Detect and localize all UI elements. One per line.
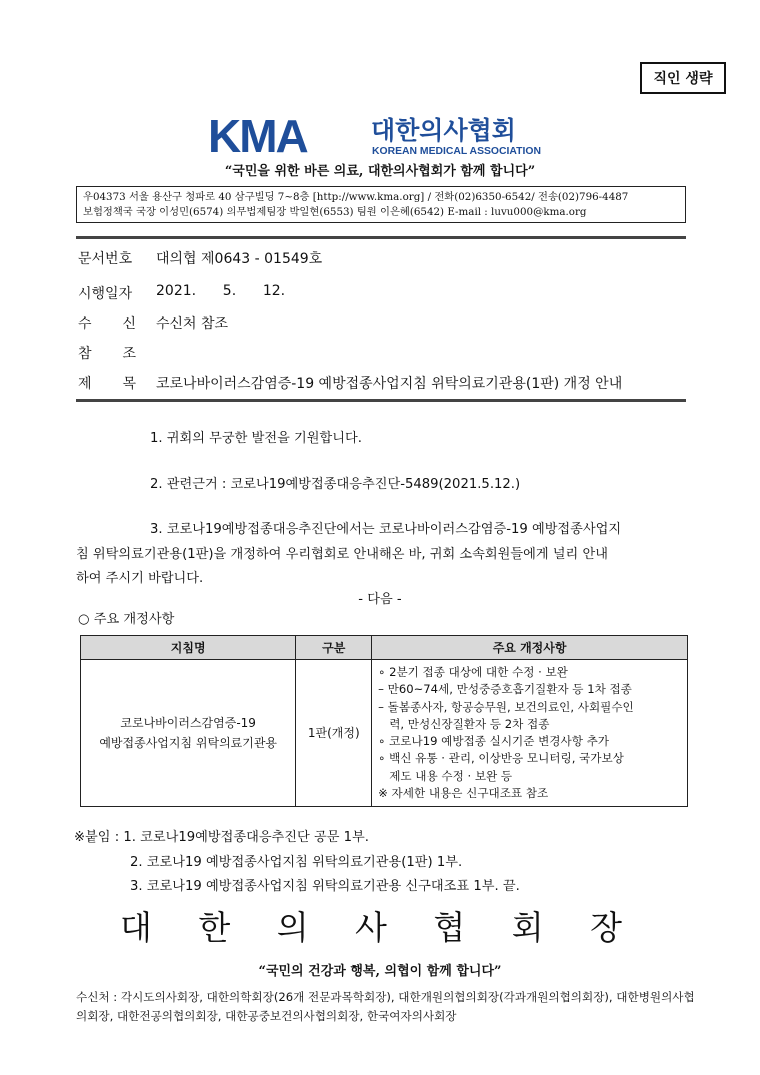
doc-number-value: 대의협 제0643 - 01549호 [156, 251, 323, 267]
top-slogan: “국민을 위한 바른 의료, 대한의사협회가 함께 합니다” [224, 164, 536, 179]
attachment-1: ※붙임 : 1. 코로나19예방접종대응추진단 공문 1부. [74, 830, 369, 845]
paragraph-3-line-3: 하여 주시기 바랍니다. [76, 571, 204, 586]
reference-label: 참 조 [78, 346, 136, 362]
bottom-slogan: “국민의 건강과 행복, 의협이 함께 합니다” [258, 964, 502, 979]
recipient-row [78, 313, 228, 333]
changes-cell [372, 660, 688, 807]
table-row [81, 660, 688, 807]
paragraph-3-line-1: 3. 코로나19예방접종대응추진단에서는 코로나바이러스감염증-19 예방접종사업지 [150, 522, 622, 537]
paragraph-3-line-2: 침 위탁의료기관용(1판)을 개정하여 우리협회로 안내해온 바, 귀회 소속회원들에게 널리 안내 [76, 547, 608, 562]
subject-label: 제 목 [78, 376, 136, 392]
header-guideline: 지침명 [81, 636, 296, 660]
change-item: 제도 내용 수정 · 보완 등 [378, 768, 513, 783]
header-changes: 주요 개정사항 [372, 636, 688, 660]
kma-mark-text: KMA [208, 112, 307, 158]
recipient-value: 수신처 참조 [156, 316, 229, 332]
kma-logo-mark [208, 112, 553, 158]
divider-top [76, 236, 686, 239]
kma-name-ko: 대한의사협회 [371, 116, 516, 145]
attachment-2: 2. 코로나19 예방접종사업지침 위탁의료기관용(1판) 1부. [130, 855, 463, 870]
change-item: – 만60~74세, 만성중증호흡기질환자 등 1차 접종 [378, 682, 632, 697]
paragraph-1: 1. 귀회의 무궁한 발전을 기원합니다. [150, 431, 362, 446]
paragraph-2: 2. 관련근거 : 코로나19예방접종대응추진단-5489(2021.5.12.) [150, 477, 521, 492]
date-value: 2021. 5. 12. [156, 283, 286, 299]
recipient-label: 수 신 [78, 316, 136, 332]
reference-row [78, 343, 156, 363]
category-cell: 1판(개정) [296, 660, 372, 807]
header-category: 구분 [296, 636, 372, 660]
change-item: ∘ 2분기 접종 대상에 대한 수정 · 보완 [378, 665, 568, 679]
contact-box [76, 186, 686, 223]
doc-number-label: 문서번호 [78, 251, 133, 267]
date-row [78, 283, 285, 303]
change-item: ∘ 코로나19 예방접종 실시기준 변경사항 추가 [378, 734, 609, 749]
changes-table [80, 635, 688, 807]
guideline-cell: 코로나바이러스감염증-19 예방접종사업지침 위탁의료기관용 [81, 660, 296, 807]
change-item: – 돌봄종사자, 항공승무원, 보건의료인, 사회필수인 [378, 699, 634, 714]
change-item: ∘ 백신 유통 · 관리, 이상반응 모니터링, 국가보상 [378, 751, 624, 766]
divider-bottom [76, 399, 686, 402]
change-item: 력, 만성신장질환자 등 2차 접종 [378, 716, 550, 731]
section-heading: ○ 주요 개정사항 [78, 612, 175, 627]
recipients-list: 수신처 : 각시도의사회장, 대한의학회장(26개 전문과목학회장), 대한개원의협의회장(각과개원의협의회장), 대한병원의사협의회장, 대한전공의협의회장, 대한공중보건의사협의회장, 한국여자의사회장 [76, 990, 695, 1023]
date-label: 시행일자 [78, 286, 133, 302]
doc-number-row [78, 248, 322, 268]
signature-title: 대 한 의 사 협 회 장 [119, 908, 641, 947]
seal-omitted-box: 직인 생략 [640, 62, 726, 94]
kma-name-en: KOREAN MEDICAL ASSOCIATION [372, 146, 541, 157]
kma-logo [208, 112, 553, 158]
contact-line-2: 보험정책국 국장 이성민(6574) 의무법제팀장 박일현(6553) 팀원 이은혜(6542) E-mail : luvu000@kma.org [83, 206, 587, 218]
daum-heading: - 다음 - [358, 592, 402, 607]
subject-value: 코로나바이러스감염증-19 예방접종사업지침 위탁의료기관용(1판) 개정 안내 [156, 376, 623, 392]
contact-line-1: 우04373 서울 용산구 청파로 40 삼구빌딩 7~8층 [http://www.kma.org] / 전화(02)6350-6542/ 전송(02)796-4487 [83, 191, 629, 203]
change-item: ※ 자세한 내용은 신구대조표 참조 [378, 786, 549, 801]
subject-row [78, 373, 622, 393]
attachment-3: 3. 코로나19 예방접종사업지침 위탁의료기관용 신구대조표 1부. 끝. [130, 879, 520, 894]
table-header-row [81, 636, 688, 660]
